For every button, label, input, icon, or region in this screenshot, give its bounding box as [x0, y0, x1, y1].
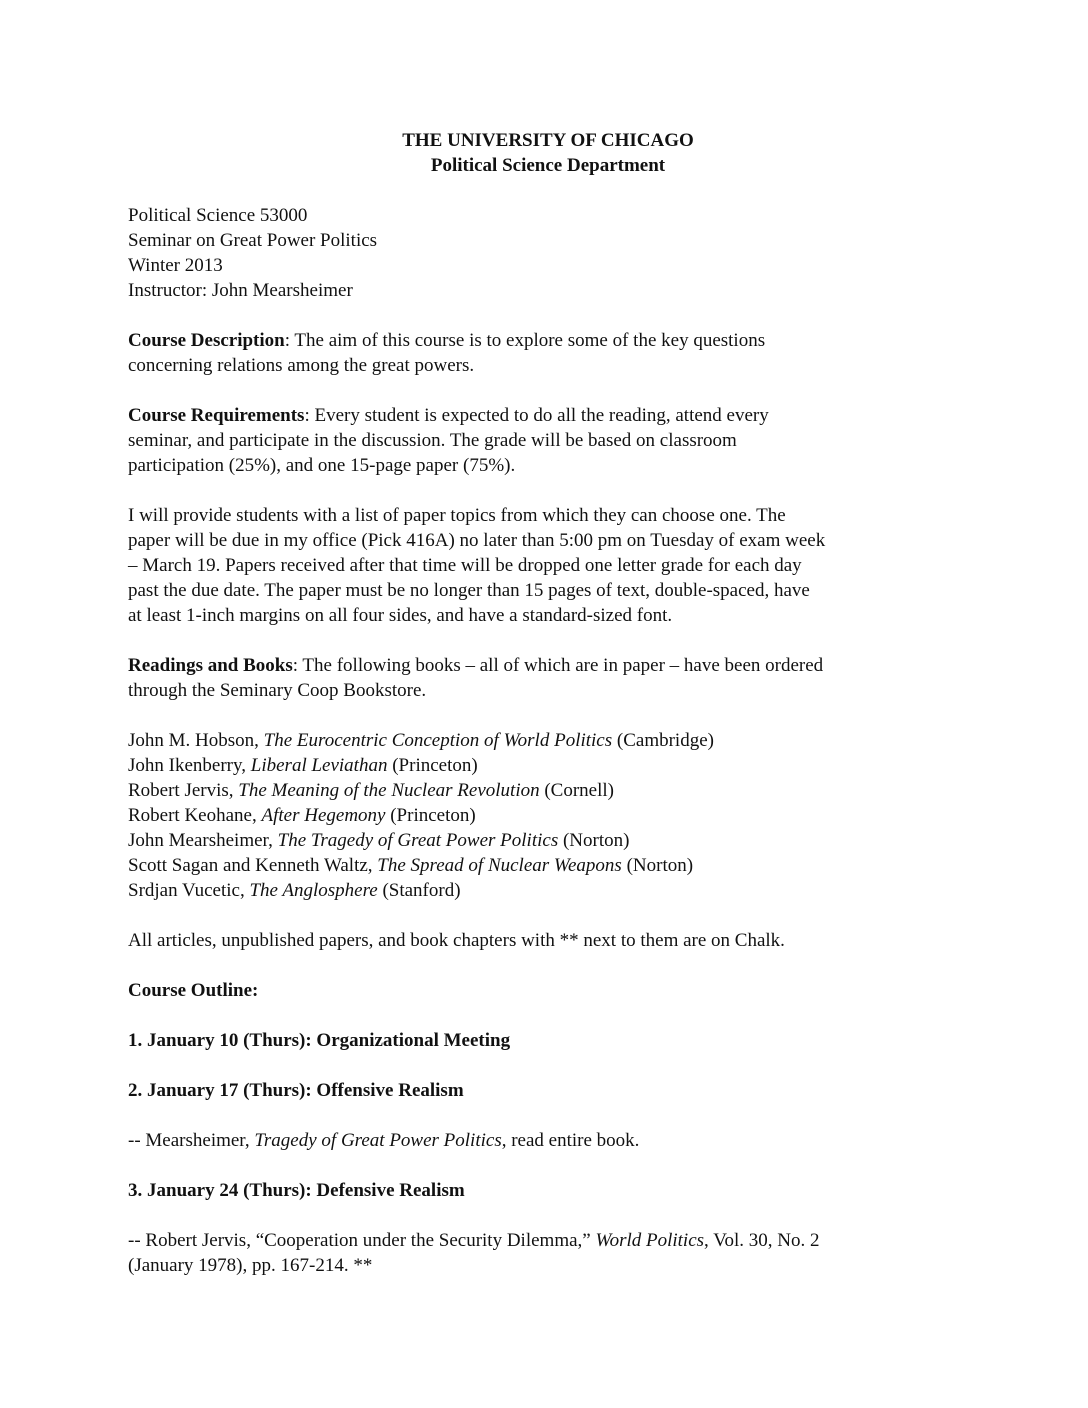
book-item — [128, 853, 968, 878]
book-publisher: (Princeton) — [387, 755, 478, 776]
book-item — [128, 803, 968, 828]
course-info — [128, 203, 968, 303]
book-author: Robert Keohane, — [128, 805, 262, 826]
course-requirements-line: participation (25%), and one 15-page paper (75%). — [128, 455, 516, 476]
course-number: Political Science 53000 — [128, 205, 308, 226]
readings-label: Readings and Books — [128, 655, 293, 676]
course-instructor: Instructor: John Mearsheimer — [128, 280, 353, 301]
reading-citation: (January 1978), pp. 167-214. ** — [128, 1255, 373, 1276]
book-title: The Anglosphere — [249, 880, 378, 901]
syllabus-page — [128, 128, 968, 1278]
book-publisher: (Princeton) — [385, 805, 476, 826]
paper-paragraph-line: paper will be due in my office (Pick 416A) no later than 5:00 pm on Tuesday of exam week — [128, 530, 826, 551]
book-publisher: (Cambridge) — [612, 730, 714, 751]
book-title: The Eurocentric Conception of World Politics — [263, 730, 613, 751]
paper-paragraph — [128, 503, 968, 628]
reading-author: -- Mearsheimer, — [128, 1130, 255, 1151]
book-author: Scott Sagan and Kenneth Waltz, — [128, 855, 378, 876]
course-requirements-label: Course Requirements — [128, 405, 305, 426]
reading-author-title: -- Robert Jervis, “Cooperation under the Security Dilemma,” — [128, 1230, 596, 1251]
book-item — [128, 878, 968, 903]
course-description-label: Course Description — [128, 330, 285, 351]
course-title: Seminar on Great Power Politics — [128, 230, 378, 251]
course-description — [128, 328, 968, 378]
readings-line: : The following books – all of which are in paper – have been ordered — [292, 655, 824, 676]
course-outline-heading: Course Outline: — [128, 980, 259, 1001]
book-author: Robert Jervis, — [128, 780, 239, 801]
chalk-note: All articles, unpublished papers, and book chapters with ** next to them are on Chalk. — [128, 930, 785, 951]
paper-paragraph-line: I will provide students with a list of paper topics from which they can choose one. The — [128, 505, 786, 526]
book-publisher: (Stanford) — [377, 880, 461, 901]
reading-volume: , Vol. 30, No. 2 — [704, 1230, 820, 1251]
book-item — [128, 778, 968, 803]
book-author: John Ikenberry, — [128, 755, 251, 776]
course-requirements-line: : Every student is expected to do all the reading, attend every — [304, 405, 769, 426]
book-title: After Hegemony — [261, 805, 386, 826]
reading-title: Tragedy of Great Power Politics — [254, 1130, 502, 1151]
book-item — [128, 753, 968, 778]
paper-paragraph-line: past the due date. The paper must be no longer than 15 pages of text, double-spaced, have — [128, 580, 810, 601]
book-title: Liberal Leviathan — [250, 755, 388, 776]
reading-note: , read entire book. — [501, 1130, 640, 1151]
book-publisher: (Cornell) — [539, 780, 615, 801]
paper-paragraph-line: at least 1-inch margins on all four sides, and have a standard-sized font. — [128, 605, 673, 626]
book-author: Srdjan Vucetic, — [128, 880, 250, 901]
session-3-reading — [128, 1228, 968, 1278]
book-list — [128, 728, 968, 903]
session-2-heading: 2. January 17 (Thurs): Offensive Realism — [128, 1080, 464, 1101]
book-item — [128, 828, 968, 853]
paper-paragraph-line: – March 19. Papers received after that time will be dropped one letter grade for each day — [128, 555, 802, 576]
book-title: The Spread of Nuclear Weapons — [377, 855, 622, 876]
book-item — [128, 728, 968, 753]
book-publisher: (Norton) — [558, 830, 630, 851]
course-requirements-line: seminar, and participate in the discussion. The grade will be based on classroom — [128, 430, 737, 451]
session-2-reading — [128, 1128, 968, 1153]
session-1-heading: 1. January 10 (Thurs): Organizational Meeting — [128, 1030, 511, 1051]
department-heading: Political Science Department — [430, 155, 666, 176]
book-publisher: (Norton) — [621, 855, 694, 876]
course-description-line: concerning relations among the great powers. — [128, 355, 475, 376]
book-title: The Meaning of the Nuclear Revolution — [238, 780, 540, 801]
book-author: John M. Hobson, — [128, 730, 264, 751]
session-3-heading: 3. January 24 (Thurs): Defensive Realism — [128, 1180, 465, 1201]
course-term: Winter 2013 — [128, 255, 223, 276]
readings-and-books — [128, 653, 968, 703]
book-title: The Tragedy of Great Power Politics — [277, 830, 559, 851]
university-heading: THE UNIVERSITY OF CHICAGO — [402, 130, 694, 151]
readings-line: through the Seminary Coop Bookstore. — [128, 680, 427, 701]
course-description-line: : The aim of this course is to explore some of the key questions — [284, 330, 766, 351]
book-author: John Mearsheimer, — [128, 830, 278, 851]
course-requirements — [128, 403, 968, 478]
reading-journal: World Politics — [595, 1230, 705, 1251]
